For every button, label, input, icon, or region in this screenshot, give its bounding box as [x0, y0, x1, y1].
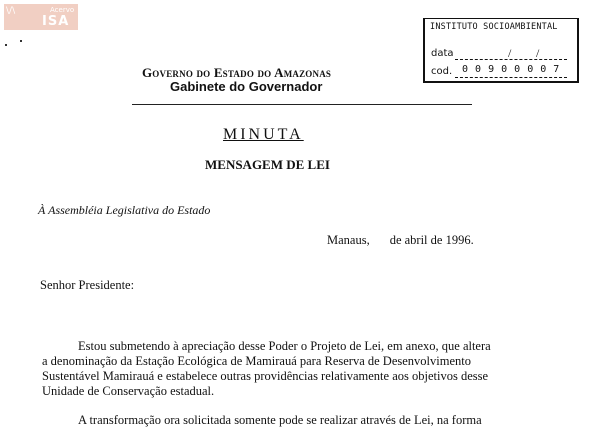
paragraph-1 — [42, 339, 494, 399]
header-rule — [132, 104, 472, 105]
stamp-date-separator: / — [508, 46, 512, 60]
document-heading: MINUTA — [223, 126, 304, 143]
dateline — [327, 233, 474, 248]
paragraph-line: Unidade de Conservação estadual. — [42, 384, 215, 398]
stamp-cod-label: cod. — [431, 66, 453, 77]
dateline-place: Manaus, — [327, 233, 370, 247]
government-heading: Governo do Estado do Amazonas — [142, 65, 332, 80]
scan-speck — [20, 40, 22, 42]
paragraph-2: A transformação ora solicitada somente pode se realizar através de Lei, na forma — [78, 413, 482, 427]
acervo-isa-logo-mark: \/\ — [6, 6, 16, 16]
cabinet-heading: Gabinete do Governador — [170, 79, 323, 94]
document-subheading: MENSAGEM DE LEI — [205, 157, 330, 172]
stamp-date-label: data — [431, 48, 454, 59]
isa-label: ISA — [42, 14, 70, 29]
dateline-date: de abril de 1996. — [389, 233, 474, 247]
stamp-cod-line — [455, 77, 567, 78]
paragraph-line: Sustentável Mamirauá e estabelece outras providências relativamente aos objetivos desse — [42, 369, 489, 383]
paragraph-line: Estou submetendo à apreciação desse Poder o Projeto de Lei, em anexo, que altera — [78, 339, 491, 353]
stamp-title: INSTITUTO SOCIOAMBIENTAL — [430, 22, 558, 32]
scan-speck — [5, 44, 7, 46]
stamp-date-separator: / — [536, 46, 540, 60]
salutation: Senhor Presidente: — [40, 278, 135, 292]
paragraph-line: a denominação da Estação Ecológica de Mamirauá para Reserva de Desenvolvimento — [42, 354, 471, 368]
acervo-label: Acervo — [50, 6, 75, 14]
addressee: À Assembléia Legislativa do Estado — [38, 203, 211, 217]
stamp-cod-value: 0 0 9 0 0 0 0 7 — [462, 64, 560, 75]
